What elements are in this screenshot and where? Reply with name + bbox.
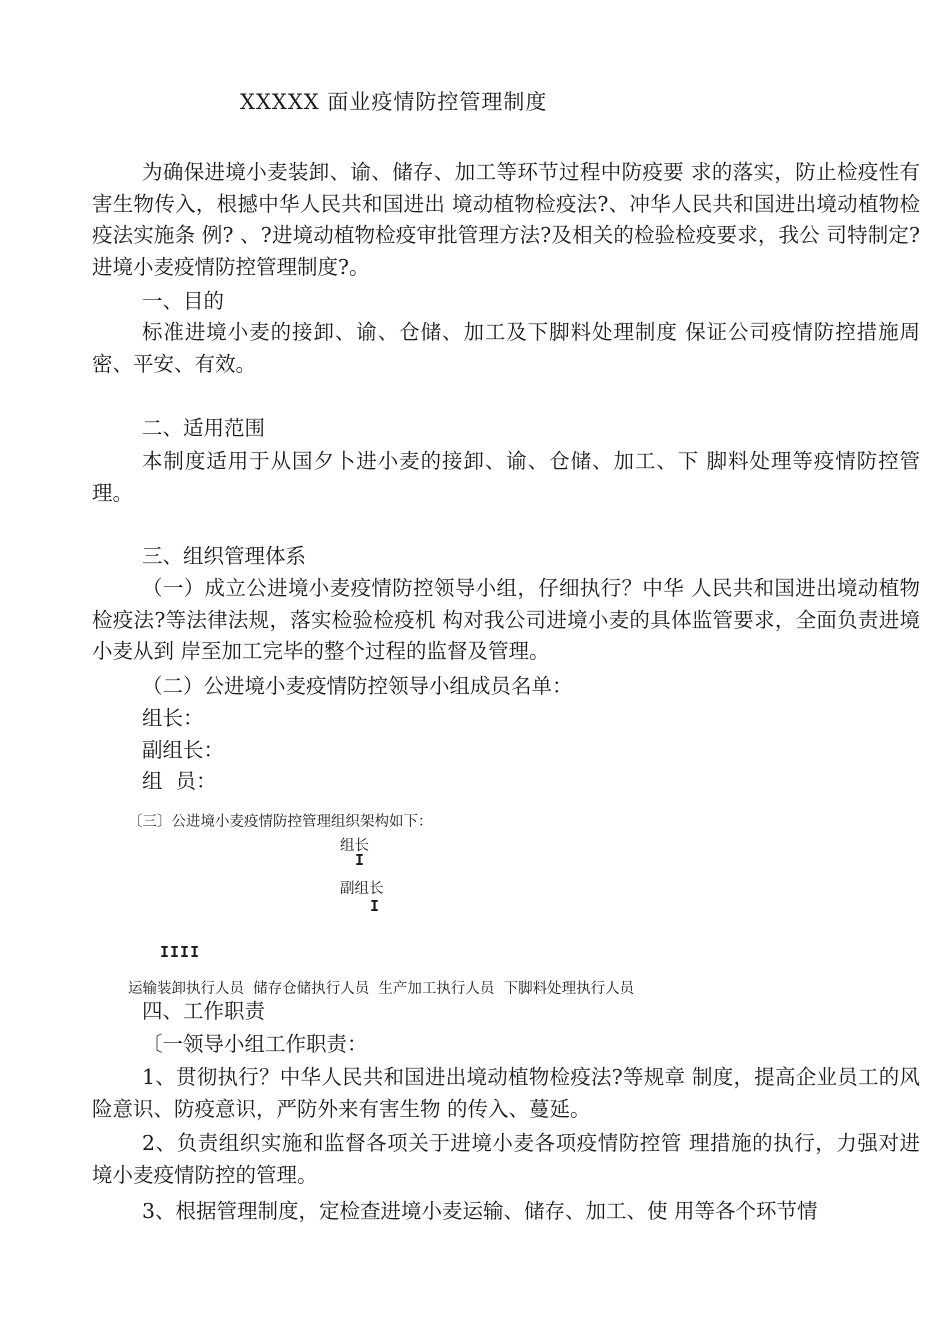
leader-label: 组长： (142, 706, 204, 730)
duties-subheading: 〔一领导小组工作职责： (142, 1032, 368, 1056)
org-chart-caption: 〔三〕公进境小麦疫情防控管理组织架构如下： (128, 814, 433, 830)
deputy-leader-label: 副组长： (142, 738, 224, 762)
purpose-paragraph: 标准进境小麦的接卸、谕、仓储、加工及下脚料处理制度 保证公司疫情防控措施周密、平安、有效。 (92, 320, 920, 376)
scope-paragraph: 本制度适用于从国夕卜进小麦的接卸、谕、仓储、加工、下 脚料处理等疫情防控管理。 (92, 449, 920, 505)
duty-item-1: 1、贯彻执行？中华人民共和国进出境动植物检疫法?等规章 制度，提高企业员工的风险意识、防疫意识，严防外来有害生物 的传入、蔓延。 (92, 1065, 920, 1121)
section-heading-organization: 三、组织管理体系 (142, 544, 306, 568)
members-label: 组 员： (142, 769, 217, 793)
section-heading-duties: 四、工作职责 (142, 999, 265, 1023)
organization-paragraph-1: （一）成立公进境小麦疫情防控领导小组，仔细执行？中华 人民共和国进出境动植物检疫法?等法律法规，落实检验检疫机 构对我公司进境小麦的具体监管要求，全面负责进境小麦从到 岸至加工完毕的整个过程的监督及管理。 (92, 576, 920, 663)
org-branch-connectors: IIII (160, 943, 201, 961)
document-title: XXXXX 面业疫情防控管理制度 (240, 90, 548, 114)
intro-paragraph: 为确保进境小麦装卸、谕、储存、加工等环节过程中防疫要 求的落实，防止检疫性有害生物传入，根撼中华人民共和国进出 境动植物检疫法?、冲华人民共和国进出境动植物检疫法实施条 例? 、?进境动植物检疫审批管理方法?及相关的检验检疫要求，我公 司特制定?进境小麦疫情防控管理制度?。 (92, 160, 920, 279)
org-execution-roles: 运输装卸执行人员 储存仓储执行人员 生产加工执行人员 下脚料处理执行人员 (128, 981, 635, 997)
org-connector-2: I (370, 897, 380, 915)
section-heading-scope: 二、适用范围 (142, 416, 265, 440)
org-connector-1: I (355, 851, 365, 869)
duty-item-2: 2、负责组织实施和监督各项关于进境小麦各项疫情防控管 理措施的执行，力强对进境小麦疫情防控的管理。 (92, 1131, 920, 1187)
duty-item-3: 3、根据管理制度，定检查进境小麦运输、储存、加工、使 用等各个环节情 (142, 1199, 818, 1223)
section-heading-purpose: 一、目的 (142, 289, 224, 313)
org-node-leader: 组长 (340, 838, 369, 854)
organization-paragraph-2: （二）公进境小麦疫情防控领导小组成员名单： (142, 674, 573, 698)
org-node-deputy: 副组长 (340, 881, 384, 897)
